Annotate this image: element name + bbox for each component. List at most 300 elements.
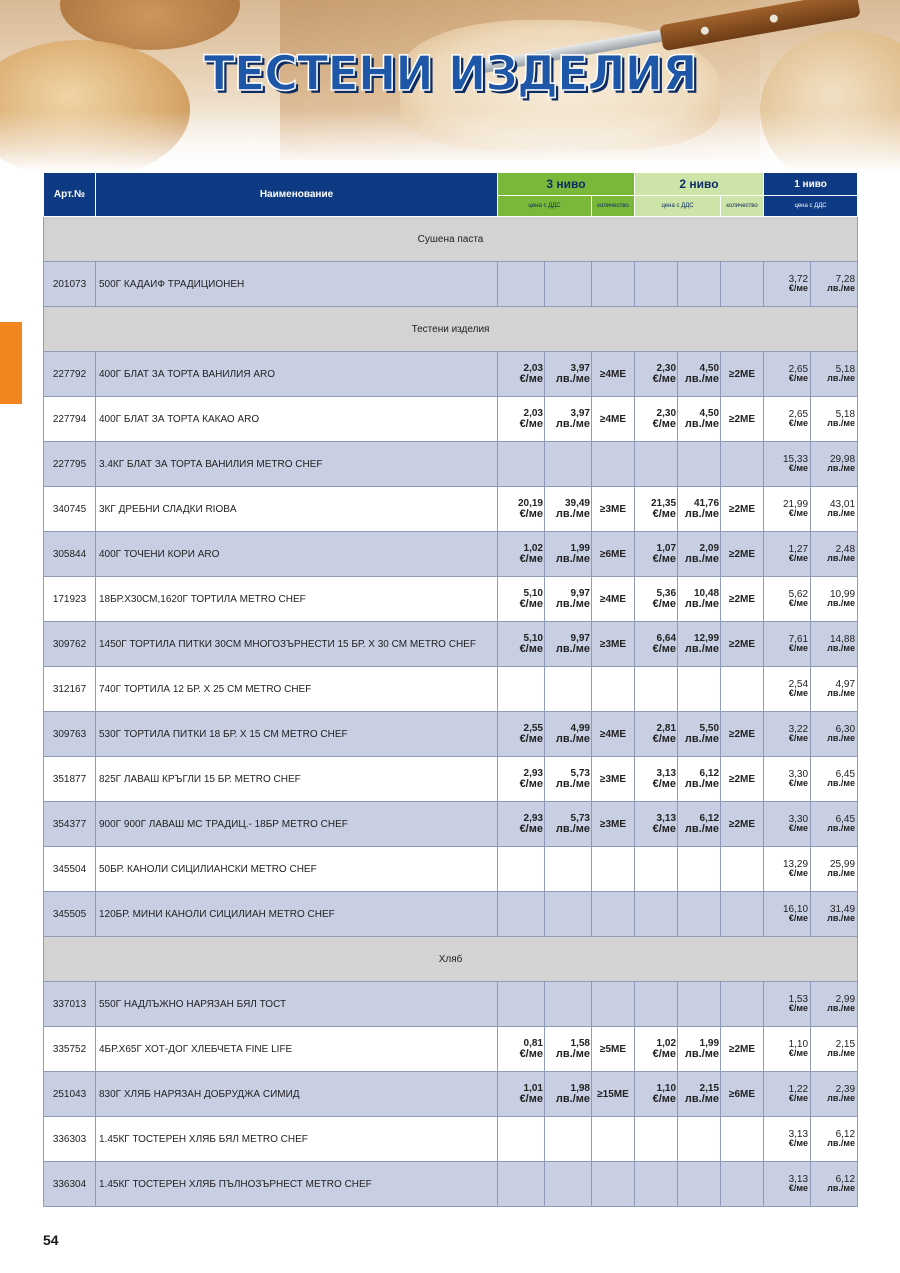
- level1-price-eur-unit: €/ме: [788, 1183, 809, 1193]
- level2-price-bgn-value: 4,50: [699, 408, 720, 419]
- level3-price-bgn: [545, 802, 592, 847]
- level3-price-eur: [498, 1072, 545, 1117]
- level2-quantity: ≥2МЕ: [721, 532, 764, 577]
- level1-price-bgn-value: 2,48: [835, 544, 856, 555]
- level3-price-bgn-value: 39,49: [564, 498, 590, 509]
- level1-price-bgn-unit: лв./ме: [827, 1003, 856, 1013]
- level3-price-bgn: [545, 1027, 592, 1072]
- level1-price-bgn-value: 14,88: [830, 634, 856, 645]
- level3-price-eur: [498, 847, 545, 892]
- level2-price-eur: [635, 847, 678, 892]
- level1-price-bgn-unit: лв./ме: [827, 283, 856, 293]
- level1-price-eur: [764, 487, 811, 532]
- level2-price-bgn-value: 41,76: [693, 498, 720, 509]
- article-number: 171923: [44, 577, 96, 622]
- level3-price-bgn: [545, 667, 592, 712]
- category-row: [44, 937, 858, 982]
- product-name: 50БР. КАНОЛИ СИЦИЛИАНСКИ METRO CHEF: [96, 847, 498, 892]
- level3-price-bgn-value: 1,98: [570, 1083, 590, 1094]
- level1-price-eur: [764, 442, 811, 487]
- level3-quantity: ≥4МЕ: [592, 577, 635, 622]
- level3-price-eur: [498, 982, 545, 1027]
- level3-price-bgn: [545, 712, 592, 757]
- level2-quantity: [721, 667, 764, 712]
- product-name: 830Г ХЛЯБ НАРЯЗАН ДОБРУДЖА СИМИД: [96, 1072, 498, 1117]
- level3-price-eur-unit: €/ме: [519, 598, 543, 610]
- level1-price-bgn: [811, 262, 858, 307]
- level2-price-eur: [635, 1162, 678, 1207]
- level2-quantity: [721, 892, 764, 937]
- level1-price-bgn-value: 5,18: [835, 409, 856, 420]
- product-name: 4БР.Х65Г ХОТ-ДОГ ХЛЕБЧЕТА FINE LIFE: [96, 1027, 498, 1072]
- level3-price-eur-value: 5,10: [523, 633, 543, 644]
- level1-price-bgn-value: 2,15: [835, 1039, 856, 1050]
- level3-price-eur-unit: €/ме: [519, 418, 543, 430]
- header-level-3: 3 ниво: [498, 173, 635, 196]
- level3-quantity: ≥3МЕ: [592, 487, 635, 532]
- level3-price-eur-value: 2,93: [523, 813, 543, 824]
- article-number: 227795: [44, 442, 96, 487]
- level1-price-eur: [764, 712, 811, 757]
- page-title: ТЕСТЕНИ ИЗДЕЛИЯ: [203, 44, 697, 102]
- level3-price-bgn-unit: лв./ме: [555, 1048, 590, 1060]
- level2-quantity: ≥2МЕ: [721, 712, 764, 757]
- table-row: [44, 892, 858, 937]
- level2-price-eur-value: 6,64: [656, 633, 677, 644]
- level3-quantity: [592, 442, 635, 487]
- level3-price-eur-unit: €/ме: [519, 643, 543, 655]
- level3-price-eur: [498, 1117, 545, 1162]
- level1-price-bgn-unit: лв./ме: [827, 913, 856, 923]
- level2-quantity: ≥2МЕ: [721, 577, 764, 622]
- level1-price-bgn-unit: лв./ме: [827, 688, 856, 698]
- level2-price-bgn-value: 4,50: [699, 363, 720, 374]
- level3-price-eur-value: 1,02: [523, 543, 543, 554]
- table-row: [44, 487, 858, 532]
- level3-price-bgn-value: 3,97: [570, 408, 590, 419]
- product-name: 400Г ТОЧЕНИ КОРИ ARO: [96, 532, 498, 577]
- level3-quantity: [592, 847, 635, 892]
- level3-price-bgn: [545, 397, 592, 442]
- level1-price-bgn-unit: лв./ме: [827, 778, 856, 788]
- level2-price-bgn-value: 5,50: [699, 723, 720, 734]
- table-row: [44, 622, 858, 667]
- article-number: 309762: [44, 622, 96, 667]
- level2-price-bgn: [678, 622, 721, 667]
- table-row: [44, 442, 858, 487]
- header-level-2-qty: количество: [721, 196, 764, 217]
- article-number: 305844: [44, 532, 96, 577]
- product-name: 400Г БЛАТ ЗА ТОРТА КАКАО ARO: [96, 397, 498, 442]
- level1-price-eur-value: 2,65: [788, 409, 809, 420]
- level3-quantity: [592, 262, 635, 307]
- level3-price-bgn-value: 1,58: [570, 1038, 590, 1049]
- level1-price-eur-value: 1,22: [788, 1084, 809, 1095]
- level3-price-eur-unit: €/ме: [519, 1093, 543, 1105]
- product-name: 18БР.Х30СМ,1620Г ТОРТИЛА METRO CHEF: [96, 577, 498, 622]
- level2-price-eur-value: 21,35: [650, 498, 677, 509]
- level1-price-bgn-unit: лв./ме: [827, 373, 856, 383]
- level2-price-bgn: [678, 577, 721, 622]
- level2-price-eur-value: 3,13: [656, 768, 677, 779]
- level3-price-eur: [498, 487, 545, 532]
- product-name: 500Г КАДАИФ ТРАДИЦИОНЕН: [96, 262, 498, 307]
- level2-price-eur-value: 2,81: [656, 723, 677, 734]
- level1-price-eur: [764, 1072, 811, 1117]
- level2-price-eur-unit: €/ме: [652, 418, 677, 430]
- level1-price-bgn-value: 5,18: [835, 364, 856, 375]
- header-level-1-price: цена с ДДС: [764, 196, 858, 217]
- level1-price-bgn: [811, 802, 858, 847]
- level1-price-eur-value: 7,61: [788, 634, 809, 645]
- level1-price-bgn-unit: лв./ме: [827, 463, 856, 473]
- level3-price-bgn: [545, 1117, 592, 1162]
- level2-price-eur: [635, 982, 678, 1027]
- level1-price-eur-value: 21,99: [783, 499, 809, 510]
- level1-price-eur-unit: €/ме: [788, 598, 809, 608]
- article-number: 340745: [44, 487, 96, 532]
- price-table: [43, 172, 858, 1207]
- level1-price-eur-unit: €/ме: [788, 913, 809, 923]
- level2-price-eur-unit: €/ме: [652, 553, 677, 565]
- level1-price-bgn-value: 43,01: [830, 499, 856, 510]
- level3-price-eur-unit: €/ме: [519, 778, 543, 790]
- level1-price-bgn: [811, 757, 858, 802]
- level2-quantity: [721, 442, 764, 487]
- level2-price-bgn-value: 6,12: [699, 813, 720, 824]
- level1-price-bgn-value: 6,45: [835, 769, 856, 780]
- category-label: Тестени изделия: [44, 307, 858, 352]
- level1-price-bgn-value: 10,99: [830, 589, 856, 600]
- table-row: [44, 1072, 858, 1117]
- level3-price-eur-value: 2,55: [523, 723, 543, 734]
- product-name: 3КГ ДРЕБНИ СЛАДКИ RIOBA: [96, 487, 498, 532]
- level2-quantity: [721, 262, 764, 307]
- header-level-1: 1 ниво: [764, 173, 858, 196]
- level1-price-eur: [764, 532, 811, 577]
- level1-price-bgn-value: 2,39: [835, 1084, 856, 1095]
- level1-price-eur-unit: €/ме: [788, 553, 809, 563]
- level3-price-bgn: [545, 487, 592, 532]
- level2-price-bgn: [678, 352, 721, 397]
- level1-price-eur: [764, 577, 811, 622]
- level1-price-eur-value: 13,29: [783, 859, 809, 870]
- level2-price-bgn-value: 1,99: [699, 1038, 720, 1049]
- level2-quantity: ≥2МЕ: [721, 352, 764, 397]
- level2-price-bgn: [678, 847, 721, 892]
- level1-price-bgn-value: 6,45: [835, 814, 856, 825]
- level1-price-bgn: [811, 487, 858, 532]
- level3-price-bgn-unit: лв./ме: [555, 418, 590, 430]
- header-name: Наименование: [96, 173, 498, 217]
- product-name: 550Г НАДЛЪЖНО НАРЯЗАН БЯЛ ТОСТ: [96, 982, 498, 1027]
- level3-price-bgn-value: 4,99: [570, 723, 590, 734]
- level2-price-bgn-unit: лв./ме: [684, 553, 720, 565]
- level2-price-bgn: [678, 802, 721, 847]
- category-row: [44, 307, 858, 352]
- table-row: [44, 667, 858, 712]
- level2-price-eur: [635, 262, 678, 307]
- level3-quantity: [592, 892, 635, 937]
- level1-price-bgn-value: 6,30: [835, 724, 856, 735]
- header-level-3-qty: количество: [592, 196, 635, 217]
- level3-price-bgn-unit: лв./ме: [555, 508, 590, 520]
- level2-price-bgn-unit: лв./ме: [684, 1048, 720, 1060]
- level3-price-bgn: [545, 1162, 592, 1207]
- level1-price-bgn: [811, 712, 858, 757]
- level3-price-eur: [498, 622, 545, 667]
- level2-quantity: ≥6МЕ: [721, 1072, 764, 1117]
- level2-price-eur-unit: €/ме: [652, 823, 677, 835]
- level3-price-bgn-value: 9,97: [570, 588, 590, 599]
- level2-quantity: [721, 847, 764, 892]
- level3-price-bgn: [545, 982, 592, 1027]
- level2-price-bgn: [678, 712, 721, 757]
- level1-price-eur-unit: €/ме: [788, 733, 809, 743]
- level3-price-bgn-value: 5,73: [570, 768, 590, 779]
- level2-price-eur-value: 1,10: [656, 1083, 677, 1094]
- level1-price-bgn-value: 25,99: [830, 859, 856, 870]
- level1-price-eur-value: 3,30: [788, 814, 809, 825]
- level3-price-bgn: [545, 892, 592, 937]
- level2-quantity: ≥2МЕ: [721, 622, 764, 667]
- level2-price-bgn-unit: лв./ме: [684, 418, 720, 430]
- level1-price-bgn: [811, 442, 858, 487]
- article-number: 354377: [44, 802, 96, 847]
- page-number: 54: [43, 1232, 59, 1248]
- level3-quantity: [592, 667, 635, 712]
- category-label: Сушена паста: [44, 217, 858, 262]
- level1-price-bgn-value: 7,28: [835, 274, 856, 285]
- level2-price-eur-value: 2,30: [656, 408, 677, 419]
- level1-price-eur-unit: €/ме: [788, 1093, 809, 1103]
- level2-quantity: ≥2МЕ: [721, 1027, 764, 1072]
- level1-price-eur-unit: €/ме: [788, 508, 809, 518]
- level2-price-eur: [635, 712, 678, 757]
- level2-price-eur-unit: €/ме: [652, 598, 677, 610]
- level2-price-eur-unit: €/ме: [652, 643, 677, 655]
- level3-quantity: ≥15МЕ: [592, 1072, 635, 1117]
- level3-price-bgn-unit: лв./ме: [555, 373, 590, 385]
- level3-price-bgn-unit: лв./ме: [555, 553, 590, 565]
- level3-price-eur-unit: €/ме: [519, 553, 543, 565]
- level3-price-eur-value: 0,81: [523, 1038, 543, 1049]
- header-level-2-price: цена с ДДС: [635, 196, 721, 217]
- level1-price-eur: [764, 397, 811, 442]
- level3-quantity: [592, 1162, 635, 1207]
- level1-price-bgn: [811, 532, 858, 577]
- level3-price-bgn: [545, 757, 592, 802]
- level1-price-eur: [764, 802, 811, 847]
- level2-quantity: ≥2МЕ: [721, 487, 764, 532]
- product-name: 400Г БЛАТ ЗА ТОРТА ВАНИЛИЯ ARO: [96, 352, 498, 397]
- level1-price-eur-value: 2,54: [788, 679, 809, 690]
- level2-price-eur: [635, 1072, 678, 1117]
- level2-price-eur: [635, 442, 678, 487]
- level2-price-bgn: [678, 532, 721, 577]
- level1-price-eur: [764, 262, 811, 307]
- article-number: 345505: [44, 892, 96, 937]
- product-name: 740Г ТОРТИЛА 12 БР. Х 25 СМ METRO CHEF: [96, 667, 498, 712]
- level2-price-eur-unit: €/ме: [652, 373, 677, 385]
- level3-price-bgn: [545, 622, 592, 667]
- level2-price-bgn-value: 12,99: [693, 633, 720, 644]
- level2-price-bgn-unit: лв./ме: [684, 373, 720, 385]
- level1-price-eur-value: 3,13: [788, 1129, 809, 1140]
- level3-price-eur: [498, 712, 545, 757]
- level3-quantity: ≥4МЕ: [592, 397, 635, 442]
- level3-price-eur: [498, 532, 545, 577]
- level2-price-bgn-unit: лв./ме: [684, 508, 720, 520]
- level1-price-eur-unit: €/ме: [788, 823, 809, 833]
- level1-price-bgn-value: 2,99: [835, 994, 856, 1005]
- level3-price-bgn-value: 9,97: [570, 633, 590, 644]
- level1-price-bgn-unit: лв./ме: [827, 1138, 856, 1148]
- level2-price-bgn: [678, 397, 721, 442]
- level3-price-eur-unit: €/ме: [519, 733, 543, 745]
- level3-price-eur: [498, 757, 545, 802]
- level2-price-bgn: [678, 262, 721, 307]
- level1-price-bgn: [811, 667, 858, 712]
- level3-price-eur: [498, 397, 545, 442]
- level1-price-bgn: [811, 1162, 858, 1207]
- level1-price-bgn-unit: лв./ме: [827, 508, 856, 518]
- level2-price-eur-unit: €/ме: [652, 1048, 677, 1060]
- level2-price-eur: [635, 532, 678, 577]
- table-row: [44, 847, 858, 892]
- level3-price-bgn-unit: лв./ме: [555, 643, 590, 655]
- level1-price-bgn: [811, 1072, 858, 1117]
- level3-quantity: [592, 1117, 635, 1162]
- article-number: 309763: [44, 712, 96, 757]
- level2-price-bgn: [678, 982, 721, 1027]
- article-number: 337013: [44, 982, 96, 1027]
- category-label: Хляб: [44, 937, 858, 982]
- level2-price-bgn-unit: лв./ме: [684, 823, 720, 835]
- level1-price-eur-value: 1,10: [788, 1039, 809, 1050]
- level1-price-bgn: [811, 577, 858, 622]
- level1-price-bgn-unit: лв./ме: [827, 1048, 856, 1058]
- level2-price-bgn: [678, 442, 721, 487]
- level1-price-eur-unit: €/ме: [788, 463, 809, 473]
- level2-price-eur-unit: €/ме: [652, 778, 677, 790]
- level3-price-eur-value: 2,93: [523, 768, 543, 779]
- level2-price-bgn-unit: лв./ме: [684, 598, 720, 610]
- level3-price-bgn: [545, 262, 592, 307]
- article-number: 227792: [44, 352, 96, 397]
- level1-price-eur-unit: €/ме: [788, 1003, 809, 1013]
- level3-quantity: ≥4МЕ: [592, 352, 635, 397]
- category-row: [44, 217, 858, 262]
- table-row: [44, 802, 858, 847]
- product-name: 1.45КГ ТОСТЕРЕН ХЛЯБ БЯЛ METRO CHEF: [96, 1117, 498, 1162]
- level2-quantity: ≥2МЕ: [721, 757, 764, 802]
- level3-quantity: [592, 982, 635, 1027]
- level3-price-eur: [498, 1027, 545, 1072]
- level2-price-bgn-unit: лв./ме: [684, 643, 720, 655]
- product-name: 825Г ЛАВАШ КРЪГЛИ 15 БР. METRO CHEF: [96, 757, 498, 802]
- level3-price-eur: [498, 352, 545, 397]
- table-row: [44, 262, 858, 307]
- level3-price-eur: [498, 577, 545, 622]
- level2-price-eur: [635, 352, 678, 397]
- level1-price-bgn-value: 4,97: [835, 679, 856, 690]
- level1-price-eur-unit: €/ме: [788, 778, 809, 788]
- level1-price-eur-value: 2,65: [788, 364, 809, 375]
- product-name: 900Г 900Г ЛАВАШ МС ТРАДИЦ.- 18БР METRO CHEF: [96, 802, 498, 847]
- level3-price-eur: [498, 667, 545, 712]
- level3-price-eur-unit: €/ме: [519, 373, 543, 385]
- level1-price-bgn-unit: лв./ме: [827, 598, 856, 608]
- level1-price-eur: [764, 892, 811, 937]
- level1-price-bgn-value: 31,49: [830, 904, 856, 915]
- level1-price-bgn-unit: лв./ме: [827, 1183, 856, 1193]
- level2-quantity: [721, 1117, 764, 1162]
- level2-price-eur: [635, 577, 678, 622]
- level2-quantity: [721, 982, 764, 1027]
- level1-price-eur-value: 15,33: [783, 454, 809, 465]
- level1-price-eur-unit: €/ме: [788, 643, 809, 653]
- product-name: 530Г ТОРТИЛА ПИТКИ 18 БР. Х 15 СМ METRO CHEF: [96, 712, 498, 757]
- level1-price-bgn-value: 29,98: [830, 454, 856, 465]
- level2-price-bgn: [678, 757, 721, 802]
- article-number: 227794: [44, 397, 96, 442]
- header-art-number: Арт.№: [44, 173, 96, 217]
- table-row: [44, 577, 858, 622]
- level3-price-eur-unit: €/ме: [519, 823, 543, 835]
- level1-price-bgn: [811, 1117, 858, 1162]
- level2-price-eur-unit: €/ме: [652, 508, 677, 520]
- level1-price-bgn: [811, 847, 858, 892]
- level1-price-bgn: [811, 397, 858, 442]
- level3-price-bgn-unit: лв./ме: [555, 598, 590, 610]
- table-row: [44, 757, 858, 802]
- level1-price-eur: [764, 667, 811, 712]
- level1-price-bgn-unit: лв./ме: [827, 733, 856, 743]
- level1-price-eur-value: 1,53: [788, 994, 809, 1005]
- table-row: [44, 1162, 858, 1207]
- level2-price-bgn-unit: лв./ме: [684, 778, 720, 790]
- level2-price-eur: [635, 397, 678, 442]
- level1-price-bgn-unit: лв./ме: [827, 553, 856, 563]
- level2-price-eur-unit: €/ме: [652, 1093, 677, 1105]
- article-number: 335752: [44, 1027, 96, 1072]
- level3-price-bgn-unit: лв./ме: [555, 1093, 590, 1105]
- header-level-3-price: цена с ДДС: [498, 196, 592, 217]
- level1-price-eur: [764, 622, 811, 667]
- header-level-2: 2 ниво: [635, 173, 764, 196]
- table-row: [44, 712, 858, 757]
- level3-price-eur-value: 2,03: [523, 408, 543, 419]
- level1-price-eur-value: 3,22: [788, 724, 809, 735]
- level3-price-eur: [498, 802, 545, 847]
- level1-price-bgn-value: 6,12: [835, 1129, 856, 1140]
- level2-price-bgn: [678, 1072, 721, 1117]
- level3-price-bgn-value: 3,97: [570, 363, 590, 374]
- level2-quantity: ≥2МЕ: [721, 802, 764, 847]
- level1-price-bgn-unit: лв./ме: [827, 643, 856, 653]
- level1-price-eur: [764, 757, 811, 802]
- level1-price-bgn-unit: лв./ме: [827, 823, 856, 833]
- section-tab-marker: [0, 322, 22, 404]
- level2-price-bgn: [678, 1117, 721, 1162]
- level1-price-eur-value: 1,27: [788, 544, 809, 555]
- level1-price-eur-unit: €/ме: [788, 688, 809, 698]
- level1-price-eur-unit: €/ме: [788, 373, 809, 383]
- level2-price-eur: [635, 802, 678, 847]
- article-number: 345504: [44, 847, 96, 892]
- level2-price-eur: [635, 667, 678, 712]
